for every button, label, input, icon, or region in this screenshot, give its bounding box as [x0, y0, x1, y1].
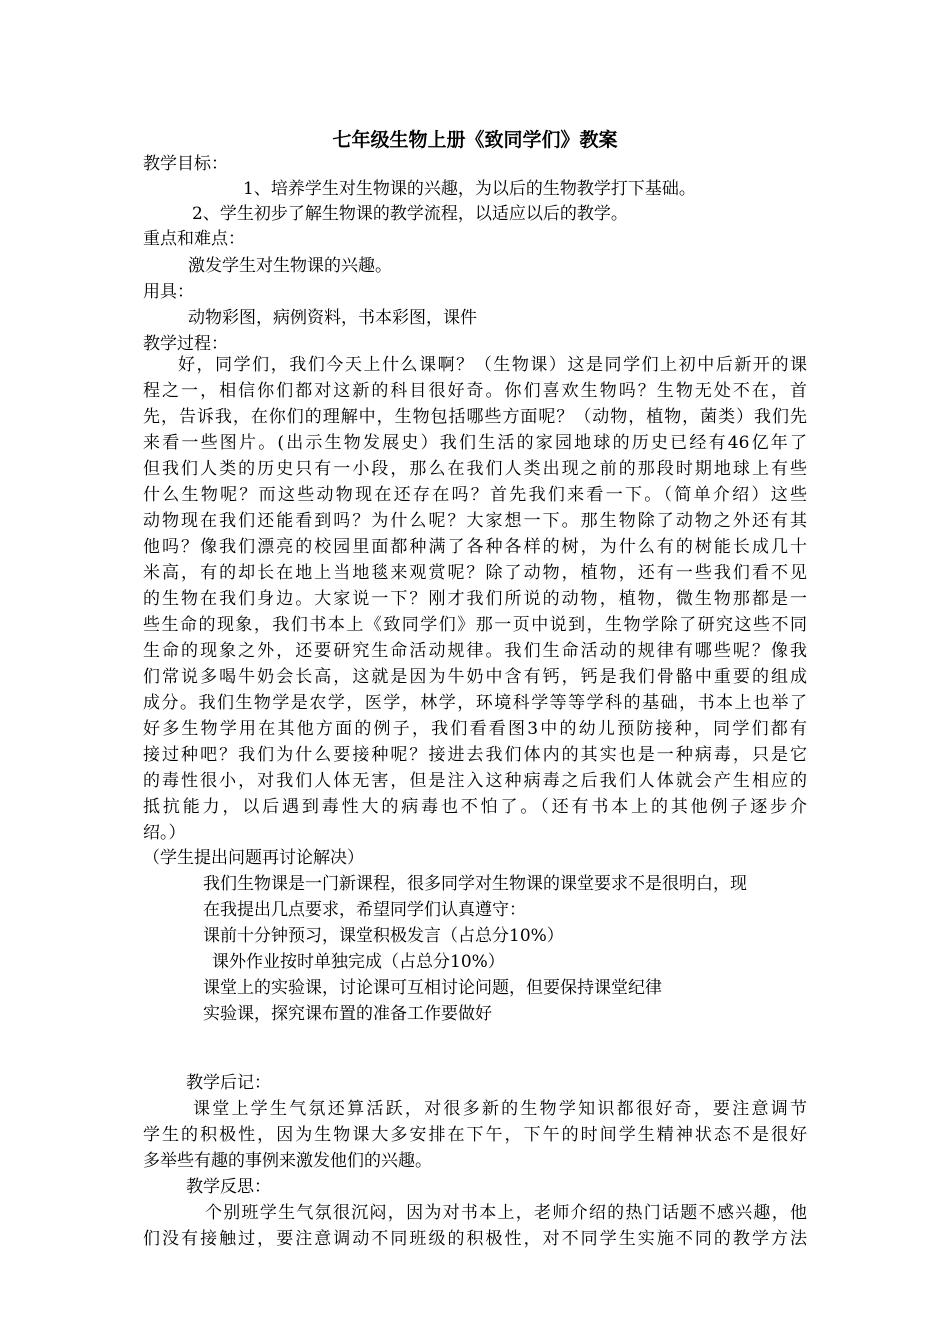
process-line: 接过种吧？我们为什么要接种呢？接进去我们体内的其实也是一种病毒，只是它: [143, 745, 807, 765]
requirement-3: 课堂上的实验课，讨论课可互相讨论问题，但要保持课堂纪律: [203, 978, 662, 998]
tools-heading: 用具：: [143, 282, 194, 302]
process-line: 米高，有的却长在地上当地毯来观赏呢？除了动物，植物，还有一些我们看不见: [143, 563, 807, 583]
postscript-heading: 教学后记：: [186, 1073, 271, 1093]
discussion-note: （学生提出问题再讨论解决）: [143, 848, 364, 868]
process-line: 们常说多喝牛奶会长高，这就是因为牛奶中含有钙，钙是我们骨骼中重要的组成: [143, 667, 807, 687]
requirement-4: 实验课，探究课布置的准备工作要做好: [203, 1004, 492, 1024]
reflection-line: 个别班学生气氛很沉闷，因为对书本上，老师介绍的热门话题不感兴趣，他: [205, 1203, 807, 1223]
process-line: 什么生物呢？而这些动物现在还存在吗？首先我们来看一下。（简单介绍）这些: [143, 485, 807, 505]
process-line: 生命的现象之外，还要研究生命活动规律。我们生命活动的规律有哪些呢？像我: [143, 641, 807, 661]
postscript-line: 课堂上学生气氛还算活跃，对很多新的生物学知识都很好奇，要注意调节: [193, 1099, 807, 1119]
requirements-intro-line-2: 在我提出几点要求，希望同学们认真遵守：: [203, 900, 526, 920]
reflection-line: 们没有接触过，要注意调动不同班级的积极性，对不同学生实施不同的教学方法: [143, 1229, 807, 1249]
process-line: 来看一些图片。(出示生物发展史）我们生活的家园地球的历史已经有46亿年了: [143, 433, 807, 453]
requirement-2: 课外作业按时单独完成（占总分10%）: [212, 952, 505, 972]
process-line: 些生命的现象，我们书本上《致同学们》那一页中说到，生物学除了研究这些不同: [143, 615, 807, 635]
reflection-heading: 教学反思：: [186, 1177, 271, 1197]
tools-text: 动物彩图，病例资料，书本彩图，课件: [188, 308, 477, 328]
process-line: 抵抗能力，以后遇到毒性大的病毒也不怕了。（还有书本上的其他例子逐步介: [143, 797, 807, 817]
teaching-goal-1: 1、培养学生对生物课的兴趣，为以后的生物教学打下基础。: [243, 179, 696, 199]
process-line: 但我们人类的历史只有一小段，那么在我们人类出现之前的那段时期地球上有些: [143, 459, 807, 479]
process-line: 的毒性很小，对我们人体无害，但是注入这种病毒之后我们人体就会产生相应的: [143, 771, 807, 791]
process-line: 他吗？像我们漂亮的校园里面都种满了各种各样的树，为什么有的树能长成几十: [143, 537, 807, 557]
document-title: 七年级生物上册《致同学们》教案: [332, 129, 618, 151]
process-line: 先，告诉我，在你们的理解中，生物包括哪些方面呢？（动物，植物，菌类）我们先: [143, 407, 807, 427]
teaching-goal-2: 2、学生初步了解生物课的教学流程，以适应以后的教学。: [192, 204, 628, 224]
postscript-line: 学生的积极性，因为生物课大多安排在下午，下午的时间学生精神状态不是很好: [143, 1125, 807, 1145]
process-line: 动物现在我们还能看到吗？为什么呢？大家想一下。那生物除了动物之外还有其: [143, 511, 807, 531]
process-line: 的生物在我们身边。大家说一下？刚才我们所说的动物，植物，微生物那都是一: [143, 589, 807, 609]
key-points-heading: 重点和难点：: [143, 229, 245, 249]
postscript-line: 多举些有趣的事例来激发他们的兴趣。: [143, 1151, 432, 1171]
process-line: 好多生物学用在其他方面的例子，我们看看图3中的幼儿预防接种，同学们都有: [143, 719, 807, 739]
teaching-goals-heading: 教学目标：: [143, 154, 228, 174]
process-line: 成分。我们生物学是农学，医学，林学，环境科学等等学科的基础，书本上也举了: [143, 693, 807, 713]
requirements-intro-line-1: 我们生物课是一门新课程，很多同学对生物课的课堂要求不是很明白，现: [203, 874, 747, 894]
teaching-process-heading: 教学过程：: [143, 334, 228, 354]
requirement-1: 课前十分钟预习，课堂积极发言（占总分10%）: [203, 926, 564, 946]
process-line: 好，同学们，我们今天上什么课啊？（生物课）这是同学们上初中后新开的课: [178, 355, 807, 375]
process-line: 程之一，相信你们都对这新的科目很好奇。你们喜欢生物吗？生物无处不在，首: [143, 381, 807, 401]
process-line: 绍。）: [143, 823, 186, 843]
key-points-text: 激发学生对生物课的兴趣。: [188, 256, 392, 276]
